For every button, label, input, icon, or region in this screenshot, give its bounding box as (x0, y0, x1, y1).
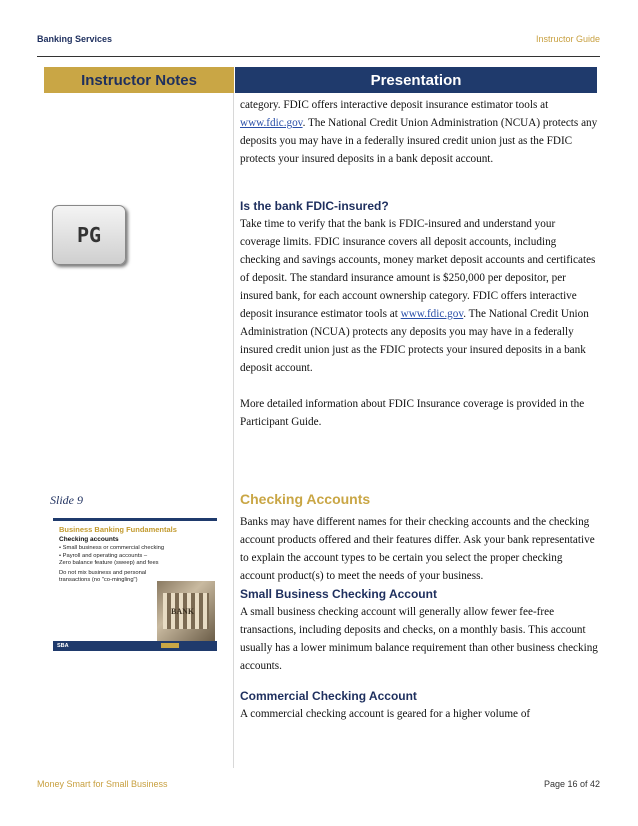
sba-logo: SBA (57, 643, 69, 649)
text: category. FDIC offers interactive deposit insurance estimator tools at (240, 99, 549, 111)
fdic-link[interactable]: www.fdic.gov (400, 308, 464, 320)
slide-bullet: • Small business or commercial checking (59, 545, 165, 551)
slide-thumbnail (53, 518, 217, 651)
bank-sign: BANK (171, 607, 195, 616)
text: . The National Credit Union Administration (NCUA) protects any deposits you may have in a federally insured credit union just as the FDIC protects your insured deposits in a bank deposit account. (240, 308, 589, 374)
paragraph (240, 96, 598, 168)
presentation-block-2 (240, 199, 598, 431)
text: . The National Credit Union Administration (NCUA) protects any deposits you may have in a federally insured credit union just as the FDIC protects your insured deposits in a bank deposit account. (240, 117, 598, 165)
slide-bullet: • Payroll and operating accounts – Zero balance feature (sweep) and fees (59, 553, 159, 566)
instructor-notes-heading: Instructor Notes (44, 67, 234, 93)
footer-title: Money Smart for Small Business (37, 779, 168, 789)
page-number: Page 16 of 42 (543, 779, 600, 789)
section-heading: Is the bank FDIC-insured? (240, 199, 389, 213)
fdic-link[interactable]: www.fdic.gov (240, 117, 303, 129)
section-heading: Small Business Checking Account (240, 587, 437, 601)
header-guide-label: Instructor Guide (535, 34, 600, 44)
text: Take time to verify that the bank is FDIC-insured and understand your coverage limits. FDIC insurance covers all deposit accounts, including checking and savings accounts, money market deposit accounts and certificates of deposit. The standard insurance amount is $250,000 per depositor, per insured bank, for each account ownership category. FDIC offers interactive deposit insurance estimator tools at (240, 218, 596, 320)
paragraph: More detailed information about FDIC Insurance coverage is provided in the Participant Guide. (240, 398, 585, 428)
bank-building-image (157, 581, 215, 641)
paragraph: A commercial checking account is geared for a higher volume of (240, 708, 531, 720)
slide-subtitle: Checking accounts (59, 536, 119, 543)
header-rule (37, 56, 600, 57)
column-divider (233, 93, 234, 768)
section-heading: Commercial Checking Account (240, 689, 417, 703)
presentation-heading: Presentation (235, 67, 597, 93)
paragraph: A small business checking account will generally allow fewer fee-free transactions, including deposits and checks, on a monthly basis. This account usually has a lower minimum balance requirement than other business checking accounts. (240, 606, 598, 672)
section-heading-large: Checking Accounts (240, 491, 371, 507)
paragraph: Banks may have different names for their checking accounts and the checking account products offered and their features differ. Ask your bank representative to explain the account types to be certain you select the proper checking account product(s) to meet the needs of your business. (240, 516, 595, 582)
presentation-block-3 (240, 491, 598, 723)
slide-title: Business Banking Fundamentals (59, 525, 177, 534)
pg-icon: PG (52, 205, 126, 265)
slide-footer-mark (161, 643, 179, 648)
slide-footer-bar (53, 641, 217, 649)
paragraph (240, 215, 598, 377)
presentation-block-1 (240, 96, 598, 168)
slide-note: Do not mix business and personal transactions (no "co-mingling") (59, 570, 147, 583)
header-title: Banking Services (37, 34, 113, 44)
slide-label: Slide 9 (50, 493, 83, 507)
